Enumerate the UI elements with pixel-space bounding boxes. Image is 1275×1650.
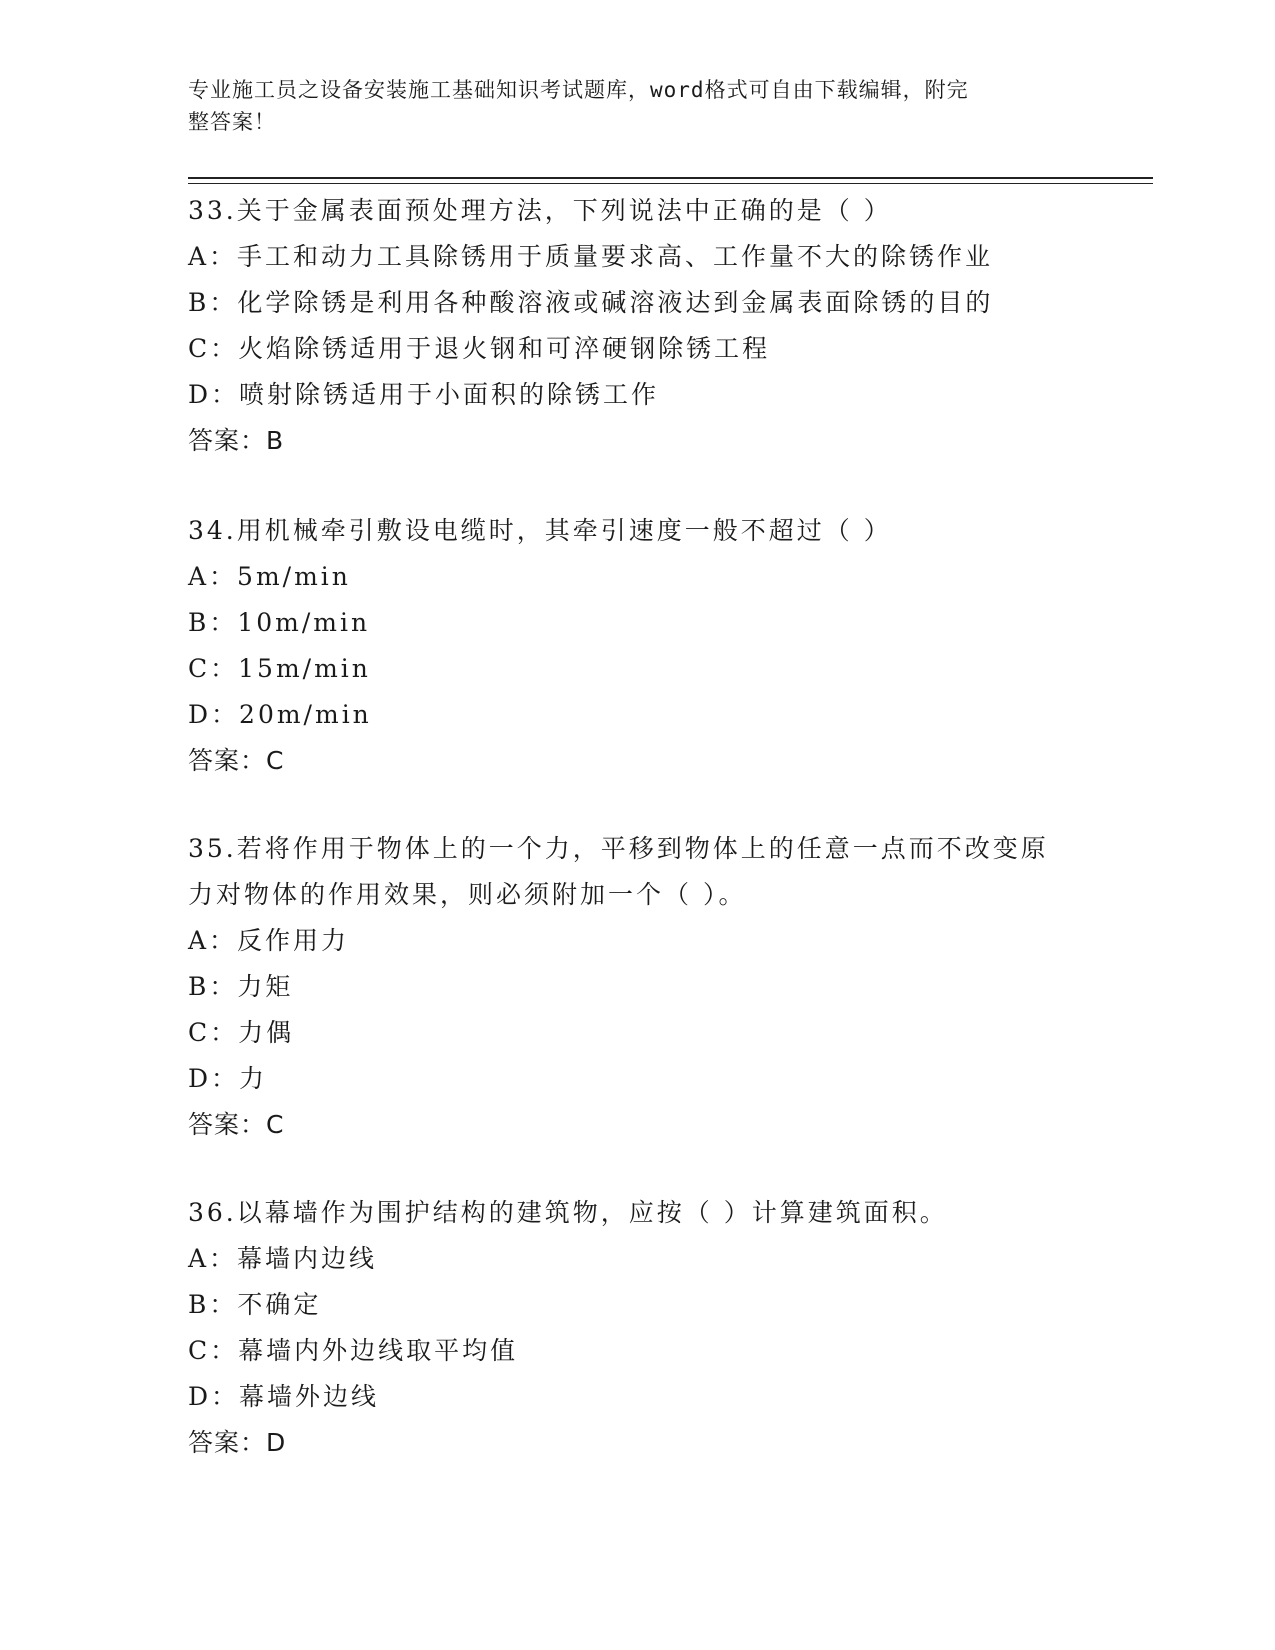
option-d: D：力 — [188, 1064, 268, 1093]
question-text: 33.关于金属表面预处理方法，下列说法中正确的是（ ） — [188, 196, 892, 225]
header-divider-thick — [188, 177, 1153, 179]
option-b: B：10m/min — [188, 608, 371, 637]
option-a: A：5m/min — [188, 562, 351, 591]
question-33 — [188, 188, 1088, 464]
question-34 — [188, 508, 1088, 784]
option-c: C：15m/min — [188, 654, 371, 683]
answer: 答案：B — [188, 426, 285, 455]
option-a: A：手工和动力工具除锈用于质量要求高、工作量不大的除锈作业 — [188, 242, 994, 271]
option-a: A：反作用力 — [188, 926, 350, 955]
header-line-1: 专业施工员之设备安装施工基础知识考试题库，word格式可自由下载编辑，附完 — [188, 78, 969, 102]
question-text-line-2: 力对物体的作用效果，则必须附加一个（ ）。 — [188, 880, 747, 909]
question-text: 34.用机械牵引敷设电缆时，其牵引速度一般不超过（ ） — [188, 516, 892, 545]
option-c: C：幕墙内外边线取平均值 — [188, 1336, 519, 1365]
document-header — [188, 74, 1088, 138]
option-b: B：不确定 — [188, 1290, 322, 1319]
question-text-line-1: 35.若将作用于物体上的一个力，平移到物体上的任意一点而不改变原 — [188, 834, 1049, 863]
option-a: A：幕墙内边线 — [188, 1244, 378, 1273]
header-line-2: 整答案！ — [188, 110, 276, 134]
question-36 — [188, 1190, 1088, 1466]
answer: 答案：C — [188, 1110, 285, 1139]
answer: 答案：C — [188, 746, 285, 775]
option-c: C：火焰除锈适用于退火钢和可淬硬钢除锈工程 — [188, 334, 771, 363]
option-b: B：化学除锈是利用各种酸溶液或碱溶液达到金属表面除锈的目的 — [188, 288, 994, 317]
option-b: B：力矩 — [188, 972, 294, 1001]
answer: 答案：D — [188, 1428, 287, 1457]
option-d: D：喷射除锈适用于小面积的除锈工作 — [188, 380, 660, 409]
question-35 — [188, 826, 1088, 1148]
option-d: D：20m/min — [188, 700, 372, 729]
option-c: C：力偶 — [188, 1018, 295, 1047]
option-d: D：幕墙外边线 — [188, 1382, 380, 1411]
header-divider-thin — [188, 183, 1153, 184]
question-text: 36.以幕墙作为围护结构的建筑物，应按（ ）计算建筑面积。 — [188, 1198, 948, 1227]
